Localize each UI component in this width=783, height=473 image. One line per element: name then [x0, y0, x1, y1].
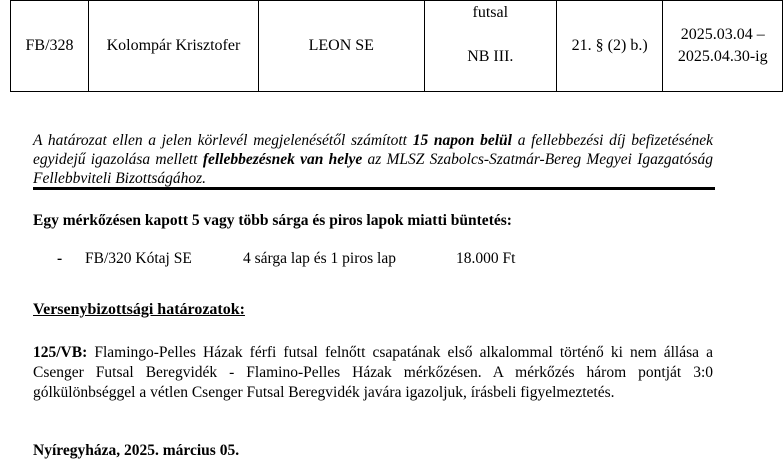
- committee-heading: Versenybizottsági határozatok:: [33, 301, 245, 318]
- appeal-text-2: a fellebbezési díj befizetésének egyidejű igazolása mellett: [33, 132, 714, 168]
- resolution-number: 125/VB:: [33, 344, 88, 361]
- competition-line2: NB III.: [467, 48, 514, 65]
- competition-line1: futsal: [472, 3, 509, 21]
- period-line1: 2025.03.04 –: [680, 25, 765, 43]
- sanction-heading: Egy mérkőzésen kapott 5 vagy több sárga és piros lapok miatti büntetés:: [33, 212, 512, 229]
- bullet-dash: -: [57, 250, 63, 267]
- appeal-notice: [33, 131, 713, 188]
- sanction-cards: 4 sárga lap és 1 piros lap: [243, 250, 396, 267]
- list-item: [57, 250, 515, 268]
- period-line2: 2025.04.30-ig: [677, 48, 768, 65]
- table-row: [11, 1, 783, 92]
- period-cell: [663, 1, 783, 92]
- decision-table: [10, 0, 783, 92]
- rule-cell: 21. § (2) b.): [556, 1, 663, 92]
- appeal-text-3: az MLSZ Szabolcs-Szatmár-Bereg Megyei Igazgatóság Fellebbviteli Bizottságához.: [33, 151, 713, 187]
- signature-place-date: Nyíregyháza, 2025. március 05.: [33, 442, 240, 459]
- club-cell: LEON SE: [258, 1, 424, 92]
- appeal-deadline: 15 napon belül: [412, 132, 512, 149]
- sanction-club: FB/320 Kótaj SE: [85, 250, 192, 267]
- person-cell: Kolompár Krisztofer: [89, 1, 259, 92]
- appeal-right: fellebbezésnek van helye: [202, 151, 363, 168]
- sanction-fine: 18.000 Ft: [456, 250, 516, 267]
- competition-cell: [424, 1, 556, 92]
- horizontal-divider: [33, 187, 715, 190]
- appeal-text-1: A határozat ellen a jelen körlevél megjelenésétől számított: [33, 132, 413, 149]
- case-number-cell: FB/328: [11, 1, 89, 92]
- resolution-text: Flamingo-Pelles Házak férfi futsal felnőtt csapatának első alkalommal történő ki nem állása a Csenger Futsal Beregvidék - Flamino-Pelles Házak mérkőzésen. A mérkőzés három pontját 3:0 gólkülönbséggel a vétlen Csenger Futsal Beregvidék javára igazoljuk, írásbeli figyelmeztetés.: [33, 344, 713, 401]
- resolution-125: [33, 343, 713, 403]
